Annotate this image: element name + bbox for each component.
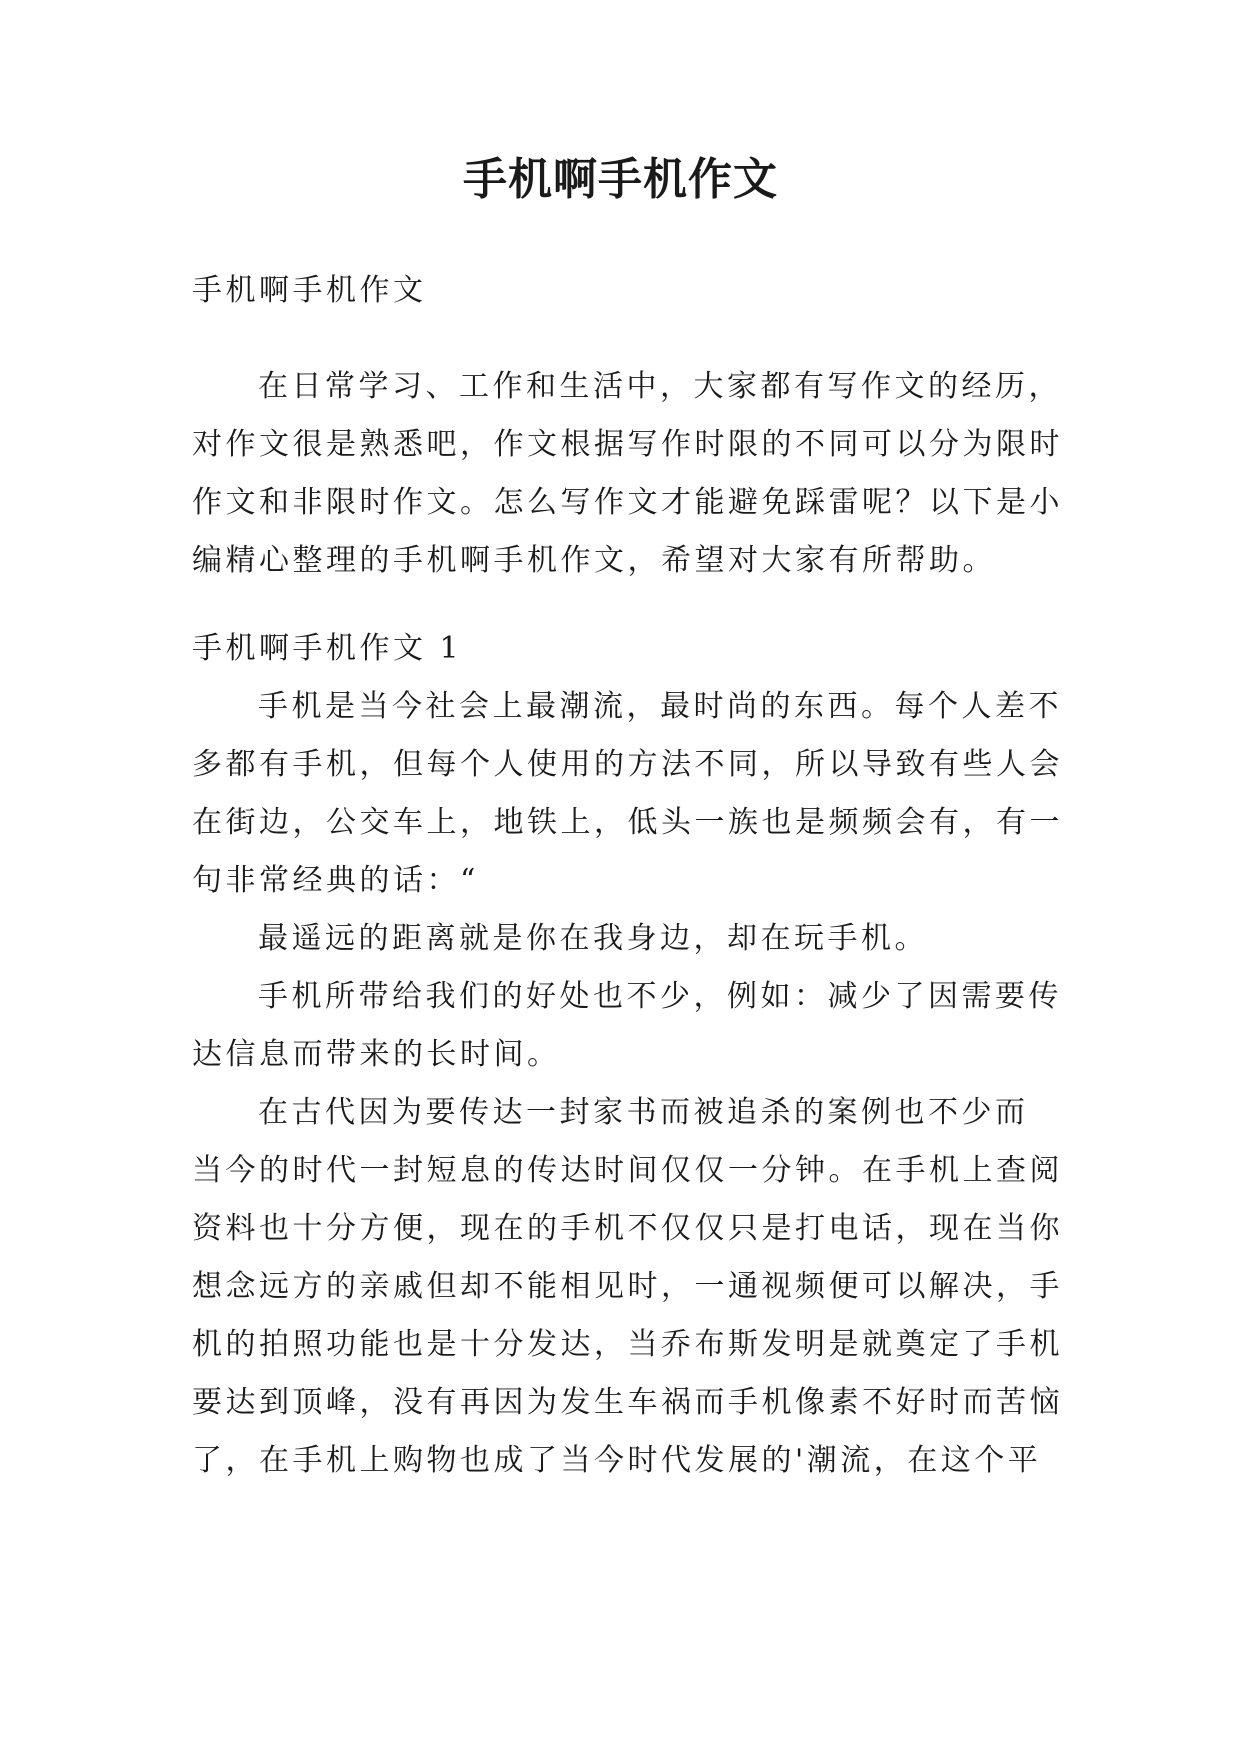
document-title: 手机啊手机作文 [463, 154, 778, 205]
paragraph-3 [192, 968, 1062, 1084]
paragraph-line: 当今的时代一封短息的传达时间仅仅一分钟。在手机上查阅 [192, 1153, 1063, 1188]
paragraph-line: 句非常经典的话：“ [192, 863, 479, 898]
paragraph-1 [192, 678, 1062, 910]
paragraph-2 [192, 910, 1062, 968]
paragraph-line: 在街边，公交车上，地铁上，低头一族也是频频会有，有一 [192, 805, 1063, 840]
section-heading: 手机啊手机作文 1 [192, 631, 463, 666]
intro-line: 在日常学习、工作和生活中，大家都有写作文的经历， [258, 369, 1062, 404]
paragraph-line: 手机是当今社会上最潮流，最时尚的东西。每个人差不 [258, 689, 1062, 724]
intro-paragraph [192, 358, 1062, 590]
paragraph-line: 手机所带给我们的好处也不少，例如：减少了因需要传 [258, 979, 1062, 1014]
paragraph-4 [192, 1084, 1062, 1490]
paragraph-line: 了，在手机上购物也成了当今时代发展的'潮流，在这个平 [192, 1443, 1042, 1478]
paragraph-line: 最遥远的距离就是你在我身边，却在玩手机。 [258, 921, 928, 956]
intro-line: 编精心整理的手机啊手机作文，希望对大家有所帮助。 [192, 543, 996, 578]
document-subtitle: 手机啊手机作文 [192, 273, 427, 308]
paragraph-line: 达信息而带来的长时间。 [192, 1037, 561, 1072]
paragraph-line: 多都有手机，但每个人使用的方法不同，所以导致有些人会 [192, 747, 1063, 782]
paragraph-line: 机的拍照功能也是十分发达，当乔布斯发明是就奠定了手机 [192, 1327, 1063, 1362]
paragraph-line: 在古代因为要传达一封家书而被追杀的案例也不少而 [258, 1095, 1029, 1130]
intro-line: 对作文很是熟悉吧，作文根据写作时限的不同可以分为限时 [192, 427, 1063, 462]
paragraph-line: 想念远方的亲戚但却不能相见时，一通视频便可以解决，手 [192, 1269, 1063, 1304]
paragraph-line: 要达到顶峰，没有再因为发生车祸而手机像素不好时而苦恼 [192, 1385, 1063, 1420]
paragraph-line: 资料也十分方便，现在的手机不仅仅只是打电话，现在当你 [192, 1211, 1063, 1246]
intro-line: 作文和非限时作文。怎么写作文才能避免踩雷呢？以下是小 [192, 485, 1063, 520]
